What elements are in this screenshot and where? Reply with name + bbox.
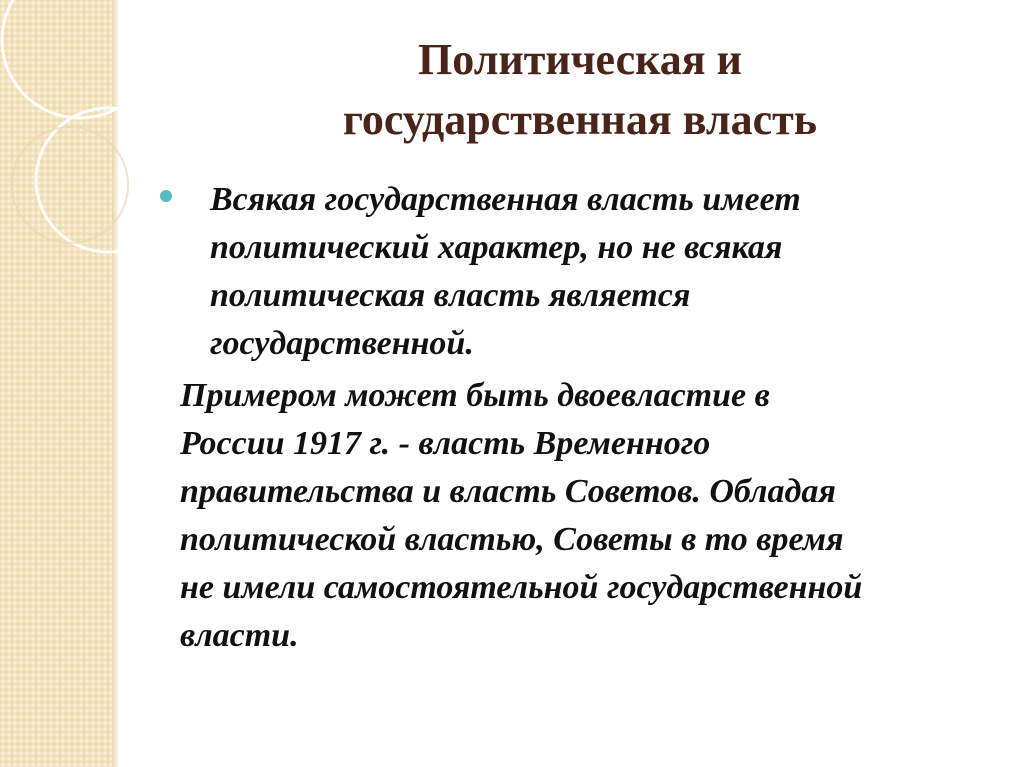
- bullet-item: [160, 176, 980, 368]
- paragraph-line-1: Примером может быть двоевластие в: [180, 377, 770, 414]
- paragraph-line-3: правительства и власть Советов. Обладая: [180, 473, 836, 510]
- title-line-1: Политическая и: [418, 35, 742, 84]
- decorative-ring-inner: [12, 127, 128, 243]
- paragraph-line-2: России 1917 г. - власть Временного: [180, 425, 711, 462]
- bullet-dot-icon: [160, 190, 172, 202]
- bullet-line-2: политический характер, но не всякая: [210, 229, 783, 266]
- bullet-text: [210, 176, 980, 368]
- bullet-line-1: Всякая государственная власть имеет: [210, 181, 801, 218]
- slide-title: [200, 30, 960, 150]
- decorative-ring-top: [2, 0, 158, 118]
- title-line-2: государственная власть: [342, 95, 817, 144]
- paragraph-line-5: не имели самостоятельной государственной: [180, 569, 863, 606]
- paragraph-line-6: власти.: [180, 617, 299, 654]
- bullet-line-3: политическая власть является: [210, 277, 691, 314]
- paragraph-line-4: политической властью, Советы в то время: [180, 521, 844, 558]
- bullet-line-4: государственной.: [210, 325, 474, 362]
- example-paragraph: [180, 372, 1000, 660]
- decorative-ring-middle: [36, 108, 180, 252]
